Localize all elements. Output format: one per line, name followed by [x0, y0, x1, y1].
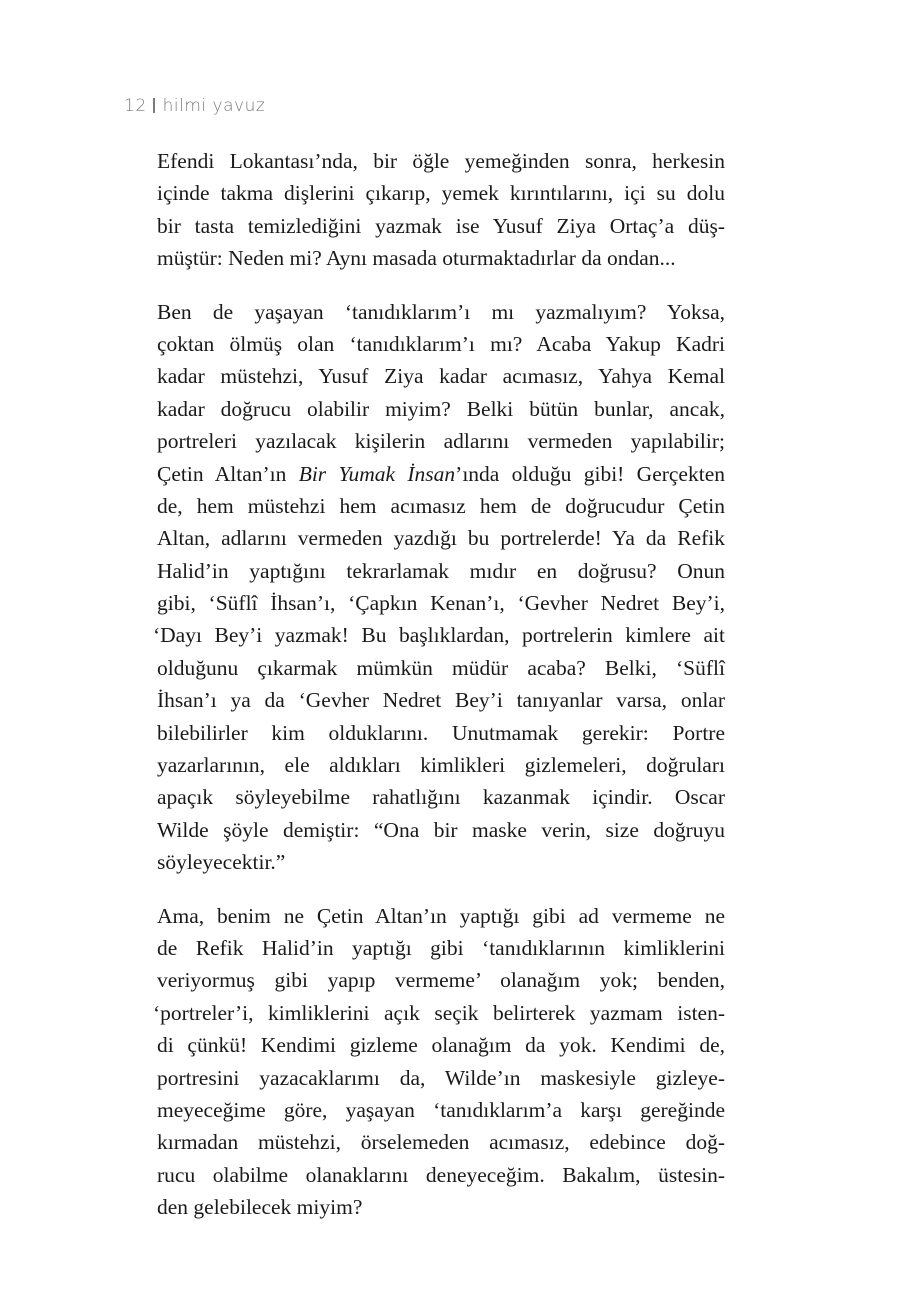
text-line: ‘portreler’i, kimliklerini açık seçik belirterek yazmam isten-: [153, 1000, 725, 1025]
paragraph-1: [157, 145, 725, 275]
text-line: Ama, benim ne Çetin Altan’ın yaptığı gibi ad vermeme ne: [157, 903, 725, 928]
text-line: rucu olabilme olanaklarını deneyeceğim. Bakalım, üstesin-: [157, 1162, 725, 1187]
book-title: Bir Yumak İnsan: [298, 461, 456, 486]
body-text: [153, 145, 725, 1224]
paragraph-2: [153, 296, 725, 879]
text-line: söyleyecektir.”: [157, 850, 286, 875]
text-line: den gelebilecek miyim?: [157, 1195, 363, 1220]
page-number: 12: [124, 96, 147, 116]
text-line: bilebilirler kim olduklarını. Unutmamak gerekir: Portre: [157, 720, 725, 745]
text-line: müştür: Neden mi? Aynı masada oturmaktadırlar da ondan...: [157, 246, 676, 271]
text-line-with-book-title: [157, 458, 725, 490]
text-line: Efendi Lokantası’nda, bir öğle yemeğinden sonra, herkesin: [157, 149, 725, 173]
text-line: bir tasta temizlediğini yazmak ise Yusuf Ziya Ortaç’a düş-: [157, 213, 725, 238]
text-line: kadar doğrucu olabilir miyim? Belki bütün bunlar, ancak,: [157, 396, 725, 421]
text-line: Ben de yaşayan ‘tanıdıklarım’ı mı yazmalıyım? Yoksa,: [157, 299, 725, 324]
text-line: de Refik Halid’in yaptığı gibi ‘tanıdıklarının kimliklerini: [157, 935, 725, 960]
text-line: de, hem müstehzi hem acımasız hem de doğrucudur Çetin: [157, 493, 725, 518]
text-line: portreleri yazılacak kişilerin adlarını vermeden yapılabilir;: [157, 429, 725, 454]
header-separator: [153, 98, 155, 113]
text-line: Wilde şöyle demiştir: “Ona bir maske verin, size doğruyu: [157, 817, 725, 842]
text-line: Halid’in yaptığını tekrarlamak mıdır en doğrusu? Onun: [157, 558, 725, 583]
text-line: çoktan ölmüş olan ‘tanıdıklarım’ı mı? Acaba Yakup Kadri: [157, 331, 725, 356]
line-text-after: ’ında olduğu gibi! Gerçekten: [455, 461, 725, 486]
text-line: İhsan’ı ya da ‘Gevher Nedret Bey’i tanıyanlar varsa, onlar: [157, 688, 725, 713]
text-line: meyeceğime göre, yaşayan ‘tanıdıklarım’a karşı gereğinde: [157, 1097, 725, 1122]
text-line: gibi, ‘Süflî İhsan’ı, ‘Çapkın Kenan’ı, ‘Gevher Nedret Bey’i,: [157, 591, 725, 616]
text-line: yazarlarının, ele aldıkları kimlikleri gizlemeleri, doğruları: [157, 753, 725, 778]
author-name: hilmi yavuz: [162, 96, 266, 116]
text-line: kırmadan müstehzi, örselemeden acımasız, edebince doğ-: [157, 1130, 725, 1155]
text-line: apaçık söyleyebilme rahatlığını kazanmak içindir. Oscar: [157, 785, 725, 810]
text-line: di çünkü! Kendimi gizleme olanağım da yok. Kendimi de,: [157, 1033, 725, 1058]
text-line: içinde takma dişlerini çıkarıp, yemek kırıntılarını, içi su dolu: [157, 181, 725, 206]
line-text-before: Çetin Altan’ın: [157, 461, 299, 486]
text-line: ‘Dayı Bey’i yazmak! Bu başlıklardan, portrelerin kimlere ait: [153, 623, 725, 648]
running-header: [124, 96, 265, 116]
text-line: Altan, adlarını vermeden yazdığı bu portrelerde! Ya da Refik: [157, 526, 725, 551]
paragraph-3: [153, 900, 725, 1224]
text-line: portresini yazacaklarımı da, Wilde’ın maskesiyle gizleye-: [157, 1065, 725, 1090]
text-line: veriyormuş gibi yapıp vermeme’ olanağım yok; benden,: [157, 968, 725, 993]
text-line: olduğunu çıkarmak mümkün müdür acaba? Belki, ‘Süflî: [157, 655, 725, 680]
text-line: kadar müstehzi, Yusuf Ziya kadar acımasız, Yahya Kemal: [157, 364, 725, 389]
